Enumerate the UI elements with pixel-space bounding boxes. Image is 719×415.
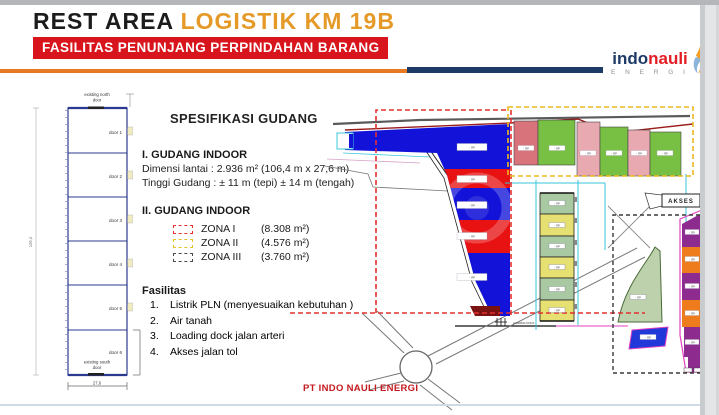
section1-title: I. GUDANG INDOOR: [142, 149, 248, 161]
facility-num: 4.: [150, 345, 159, 358]
floorplan-walls: [66, 108, 127, 375]
mid-storage-blocks: [540, 193, 577, 321]
svg-text:· m²: · m²: [635, 295, 641, 300]
logo-name-part2: nauli: [648, 49, 688, 68]
facility-num: 1.: [150, 299, 159, 311]
svg-text:· m²: · m²: [554, 223, 560, 228]
north-door-label2: door: [92, 97, 102, 103]
bottom-divider: [0, 404, 700, 406]
south-door-label: existing south: [83, 359, 111, 365]
warehouse-building: [337, 124, 515, 316]
svg-text:· m²: · m²: [636, 151, 642, 156]
zone2-area: (4.576 m²): [261, 237, 310, 249]
floorplan-dimensions: [33, 94, 140, 390]
north-door-label: existing north: [84, 92, 110, 97]
green-area: [618, 247, 662, 322]
height-label: Tinggi Gudang: [142, 177, 211, 189]
svg-text:· m²: · m²: [585, 151, 591, 156]
svg-text:· m²: · m²: [554, 287, 560, 292]
roundabout: [400, 351, 432, 383]
company-logo: [608, 50, 692, 76]
facility-text: Listrik PLN (menyesuaikan kebutuhan ): [170, 299, 354, 311]
floorplan-labels: [28, 92, 122, 386]
title-black: REST AREA: [33, 8, 174, 34]
zone2-block: [514, 121, 538, 165]
logo-name-part1: indo: [612, 49, 649, 68]
section2-title: II. GUDANG INDOOR: [142, 205, 251, 217]
facility-num: 3.: [150, 330, 159, 342]
zone2-name: ZONA II: [201, 237, 239, 249]
zone1-name: ZONA I: [201, 223, 236, 235]
door-label-3: door 3: [108, 218, 122, 223]
divider-navy: [407, 67, 603, 73]
divider-orange: [0, 69, 407, 73]
warehouse-floorplan: [0, 80, 160, 410]
facility-text: Air tanah: [170, 314, 213, 327]
svg-text:· m²: · m²: [554, 201, 560, 206]
dimension-value: : 2.936 m² (106,4 m x 27,6 m): [207, 163, 350, 175]
logo-subtitle: E N E R G I: [611, 69, 689, 76]
zone2-block: [577, 122, 600, 176]
top-strip: [0, 0, 719, 5]
facilities-title: Fasilitas: [142, 285, 187, 297]
svg-text:· m²: · m²: [689, 340, 695, 345]
width-dimension: 27,6: [92, 380, 102, 386]
spec-heading: SPESIFIKASI GUDANG: [170, 111, 318, 126]
facility-text: Akses jalan tol: [170, 345, 238, 358]
facility-text: Loading dock jalan arteri: [170, 330, 285, 342]
svg-text:· m²: · m²: [554, 146, 560, 151]
zone2-block: [538, 120, 575, 165]
site-plan: [285, 85, 705, 415]
svg-text:· m²: · m²: [689, 230, 695, 235]
door-label-4: door 4: [108, 262, 122, 267]
zone3-swatch: [173, 253, 193, 262]
company-name-label: PT INDO NAULI ENERGI: [303, 383, 419, 394]
svg-text:· m²: · m²: [469, 177, 475, 182]
warehouse-dock-base: [470, 306, 500, 316]
zone1-area: (8.308 m²): [261, 223, 310, 235]
facility-num: 2.: [150, 314, 159, 327]
dimension-label: Dimensi lantai: [142, 163, 208, 175]
akses-label: AKSES: [668, 199, 694, 205]
svg-text:· m²: · m²: [662, 151, 668, 156]
subtitle-banner: FASILITAS PENUNJANG PERPINDAHAN BARANG: [33, 37, 388, 59]
slide-edge: [705, 5, 716, 415]
svg-text:· m²: · m²: [611, 151, 617, 156]
zone3-name: ZONA III: [201, 251, 242, 263]
svg-text:· m²: · m²: [554, 244, 560, 249]
south-door-label2: door: [92, 365, 102, 370]
svg-text:· m²: · m²: [554, 308, 560, 313]
door-label-6: door 6: [108, 350, 122, 355]
door-label-5: door 5: [108, 306, 122, 311]
title-orange: LOGISTIK KM 19B: [173, 8, 395, 34]
svg-text:· m²: · m²: [689, 284, 695, 289]
zone1-swatch: [173, 225, 193, 234]
svg-text:· m²: · m²: [554, 265, 560, 270]
svg-text:· m²: · m²: [523, 146, 529, 151]
loading-dock-marks: [495, 318, 535, 326]
svg-text:· m²: · m²: [689, 257, 695, 262]
svg-text:· m²: · m²: [469, 145, 475, 150]
akses-callout: [645, 193, 700, 209]
svg-text:· m²: · m²: [469, 203, 475, 208]
logo-name: [608, 50, 692, 68]
svg-text:· m²: · m²: [469, 275, 475, 280]
loading-dock-label: LOADING DOCK: [513, 321, 535, 325]
door-label-1: door 1: [108, 130, 122, 135]
height-dimension: 106,4: [28, 236, 33, 248]
door-label-2: door 2: [108, 174, 122, 179]
warehouse-west-tip-fill: [349, 134, 353, 148]
page-title: [33, 8, 395, 35]
height-value: : ± 11 m (tepi) ± 14 m (tengah): [210, 177, 355, 189]
zone3-area: (3.760 m²): [261, 251, 310, 263]
floorplan-door-tabs: [128, 127, 133, 311]
svg-text:· m²: · m²: [645, 335, 651, 340]
zone2-swatch: [173, 239, 193, 248]
svg-text:· m²: · m²: [689, 311, 695, 316]
svg-text:· m²: · m²: [469, 234, 475, 239]
